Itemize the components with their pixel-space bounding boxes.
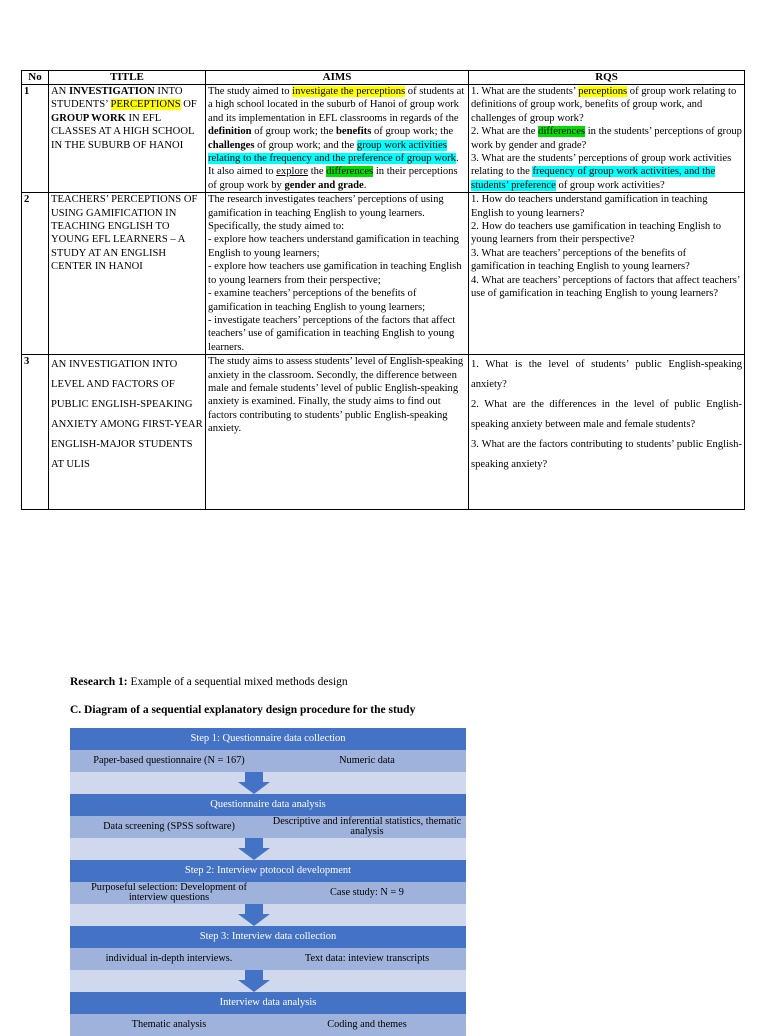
step-detail-right: Case study: N = 9 bbox=[330, 887, 404, 898]
step-detail-right: Descriptive and inferential statistics, thematic analysis bbox=[272, 816, 462, 837]
step-detail-left: Paper-based questionnaire (N = 167) bbox=[93, 755, 245, 766]
row-title: AN INVESTIGATION INTO STUDENTS’ PERCEPTIONS OF GROUP WORK IN EFL CLASSES AT A HIGH SCHOOL IN THE SUBURB OF HANOI bbox=[49, 85, 206, 193]
table-row bbox=[22, 85, 745, 193]
step-header: Step 3: Interview data collection bbox=[70, 926, 466, 948]
step-detail-right: Numeric data bbox=[339, 755, 395, 766]
step-details bbox=[70, 882, 466, 904]
step-header: Interview data analysis bbox=[70, 992, 466, 1014]
row-title: AN INVESTIGATION INTO LEVEL AND FACTORS OF PUBLIC ENGLISH-SPEAKING ANXIETY AMONG FIRST-YEAR ENGLISH-MAJOR STUDENTS AT ULIS bbox=[49, 355, 206, 510]
step-detail-right: Coding and themes bbox=[327, 1019, 407, 1030]
header-no: No bbox=[22, 71, 49, 85]
row-aims: The study aimed to investigate the perceptions of students at a high school located in the suburb of Hanoi of group work and its implementation in EFL classrooms in regards of the definition of group work; the benefits of group work; the challenges of group work; and the group work activities relating to the frequency and the preference of group work. It also aimed to explore the differences in their perceptions of group work by gender and grade. bbox=[206, 85, 469, 193]
row-rqs: 1. How do teachers understand gamification in teaching English to young learners? 2. How do teachers use gamification in teaching English to young learners from their perspective? 3. What are teachers’ perceptions of the benefits of gamification in teaching English to young learners? 4. What are teachers’ perceptions of factors that affect teachers’ use of gamification in teaching English to young learners? bbox=[469, 193, 745, 355]
step-detail-right: Text data: inteview transcripts bbox=[304, 953, 430, 964]
row-number: 2 bbox=[22, 193, 49, 355]
step-detail-left: Purposeful selection: Development of interview questions bbox=[91, 882, 247, 903]
step-details bbox=[70, 948, 466, 970]
research-caption: Research 1: Example of a sequential mixed methods design bbox=[70, 676, 348, 688]
procedure-diagram bbox=[70, 728, 466, 1036]
step-details bbox=[70, 1014, 466, 1036]
table-row bbox=[22, 193, 745, 355]
step-header: Questionnaire data analysis bbox=[70, 794, 466, 816]
step-detail-left: Data screening (SPSS software) bbox=[103, 821, 235, 832]
row-number: 1 bbox=[22, 85, 49, 193]
row-aims: The research investigates teachers’ perceptions of using gamification in teaching English to young learners. Specifically, the study aimed to: - explore how teachers understand gamification in teaching English to young learners; - explore how teachers use gamification in teaching English to young learners from their perspective; - examine teachers’ perceptions of the benefits of gamification in teaching English to young learners; - investigate teachers’ perceptions of the factors that affect teachers’ use of gamification in teaching English to young learners. bbox=[206, 193, 469, 355]
table-header-row bbox=[22, 71, 745, 85]
row-number: 3 bbox=[22, 355, 49, 510]
row-aims: The study aims to assess students’ level of English-speaking anxiety in the classroom. Secondly, the difference between male and female students’ level of public English-speaking anxiety is examined. Finally, the study aims to find out factors contributing to students’ public English-speaking anxiety. bbox=[206, 355, 469, 510]
step-connector bbox=[70, 838, 466, 860]
step-detail-left: Thematic analysis bbox=[131, 1019, 207, 1030]
diagram-caption: C. Diagram of a sequential explanatory design procedure for the study bbox=[70, 704, 416, 716]
row-title: TEACHERS’ PERCEPTIONS OF USING GAMIFICATION IN TEACHING ENGLISH TO YOUNG EFL LEARNERS – A STUDY AT AN ENGLISH CENTER IN HANOI bbox=[49, 193, 206, 355]
header-title: TITLE bbox=[49, 71, 206, 85]
header-aims: AIMS bbox=[206, 71, 469, 85]
step-connector bbox=[70, 772, 466, 794]
row-rqs: 1. What is the level of students’ public English-speaking anxiety? 2. What are the differences in the level of public English-speaking anxiety between male and female students? 3. What are the factors contributing to students’ public English-speaking anxiety? bbox=[469, 355, 745, 510]
step-header: Step 2: Interview ptotocol development bbox=[70, 860, 466, 882]
step-connector bbox=[70, 904, 466, 926]
step-header: Step 1: Questionnaire data collection bbox=[70, 728, 466, 750]
step-detail-left: individual in-depth interviews. bbox=[105, 953, 233, 964]
research-table bbox=[21, 70, 745, 510]
header-rqs: RQS bbox=[469, 71, 745, 85]
table-row bbox=[22, 355, 745, 510]
step-details bbox=[70, 816, 466, 838]
step-connector bbox=[70, 970, 466, 992]
row-rqs: 1. What are the students’ perceptions of group work relating to definitions of group work, benefits of group work, and challenges of group work? 2. What are the differences in the students’ perceptions of group work by gender and grade? 3. What are the students’ perceptions of group work activities relating to the frequency of group work activities, and the students’ preference of group work activities? bbox=[469, 85, 745, 193]
step-details bbox=[70, 750, 466, 772]
